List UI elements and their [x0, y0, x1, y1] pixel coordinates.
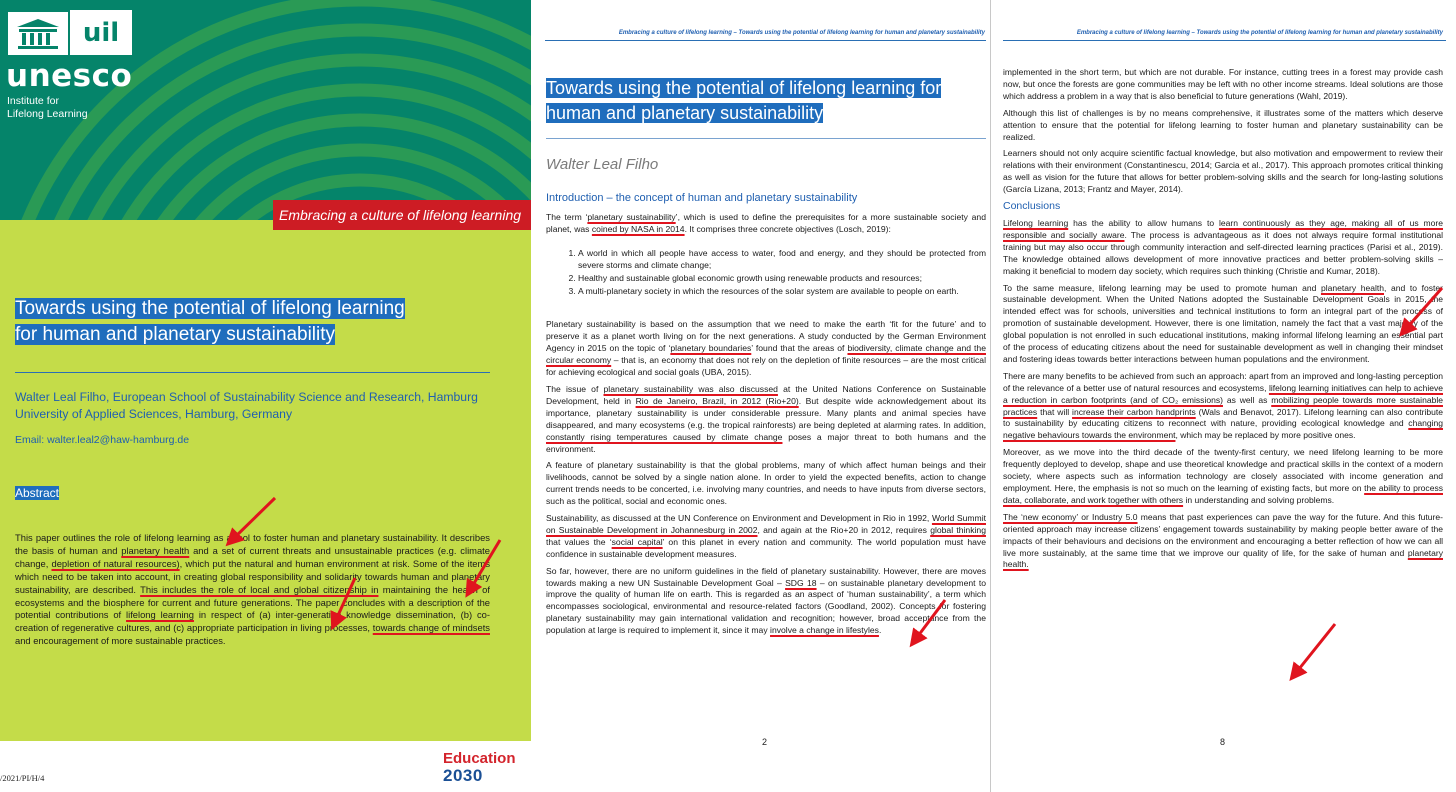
text: Moreover, as we move into the third decade of the twenty-first century, we need lifelong learning to be more frequently deployed to develop, shape and use theoretical knowledge and practical skills in the context of a modern society, where aspects such as information technology are closely associated with income generation and employment. Here, the emphasis is not so much on the learning of existing facts, but more on: [1003, 447, 1443, 493]
underline: coined by NASA in 2014: [591, 223, 685, 234]
education-2030-logo: [443, 750, 523, 786]
unesco-temple-logo: [8, 12, 68, 55]
text: that values the ‘: [546, 536, 612, 547]
paragraph: [1003, 447, 1443, 507]
page-number: 2: [762, 737, 768, 747]
paragraph: Learners should not only acquire scientific factual knowledge, but also motivation and empowerment to review their relations with their environment (Constantinescu, 2014; Garcia et al., 2017). This approach promotes critical thinking as well as vision for the future that allows for better problem-solving skills and the search for long-lasting solutions (García Lizana, 2013; Frantz and Mayer, 2014).: [1003, 148, 1443, 195]
text: The issue of: [546, 383, 604, 394]
text: as well as: [1222, 394, 1272, 405]
underline: Lifelong learning: [1003, 217, 1069, 228]
underline: lifelong learning initiatives can help to achieve a reduction in carbon footprints (and of CO₂ emissions): [1003, 382, 1444, 405]
underline: learn continuously as they age, making all of us more responsible and socially aware: [1003, 217, 1443, 240]
paragraph: [546, 566, 986, 637]
institute-line1: Institute for: [7, 95, 59, 107]
abstract-part: This paper outlines the role of lifelong learning as a tool to foster human and planetary sustainability. It describes the basis of human and: [15, 532, 490, 556]
text: . But despite wide acknowledgement about its importance, planetary sustainability is under considerable pressure. Many plants and animal species have disappeared, and many ecosystems (e.g. the tropical rainforests) are being depleted at alarming rates. In addition,: [546, 395, 986, 430]
abstract-part: in respect of (a) inter-generation knowledge dissemination, (b) co-creation of regenerative cultures, and (c) appropriate participation in living processes,: [15, 609, 491, 634]
underline: planetary sustainability: [587, 212, 676, 222]
text: Planetary sustainability is based on the assumption that we need to make the earth ‘fit for the future’ and to preserve it as a planet worth living on for the next generations. A study conducted by the German Environment Agency in 2015 on the topic of ‘: [546, 319, 986, 354]
text: in understanding and solving problems.: [1183, 494, 1335, 505]
text: – on sustainable planetary development to improve the quality of human life on earth. This is regarded as an aspect of ‘human sustainability’, a term which encompasses sociological, environmental and resource-related factors (Goodland, 2002). Concepts for fostering planetary sustainability may gain international validation and recognition; however, broad acceptance from the population at large is required to implement it, since it may: [546, 577, 986, 636]
cover-header-band: [0, 0, 531, 220]
text: poses a major threat to both humans and the environment.: [546, 431, 986, 454]
abstract-underline: This includes the role of local and global citizenship in: [140, 583, 379, 595]
list-item: 2. Healthy and sustainable global economic growth using renewable products and resources;: [578, 273, 986, 285]
page8-body: [1003, 67, 1443, 576]
paragraph: [1003, 283, 1443, 366]
text: means that past experiences can pave the way for the future. And this future-oriented approach may increase citizens’ engagement towards sustainability by making people better aware of the impacts of their behaviours and decisions on the environment and encouraging a better reflection of how we can all live more sustainably, at the same time that we improve our quality of life, for the sake of human and: [1003, 511, 1443, 558]
abstract-underline: lifelong learning: [126, 609, 194, 621]
edu-word: Education: [443, 750, 516, 767]
running-header: Embracing a culture of lifelong learning – Towards using the potential of lifelong learning for human and planetary sustainability: [1076, 30, 1443, 36]
underline: SDG 18: [785, 577, 817, 588]
unesco-wordmark: unesco: [6, 58, 133, 94]
paragraph: [1003, 371, 1443, 442]
underline: The ‘new economy’ or Industry 5.0: [1003, 511, 1138, 522]
cover-author: Walter Leal Filho, European School of Sustainability Science and Research, Hamburg University of Applied Sciences, Hamburg, Germany: [15, 390, 478, 421]
conclusions-heading: Conclusions: [1003, 200, 1061, 213]
series-banner: Embracing a culture of lifelong learning: [273, 200, 531, 230]
paragraph: implemented in the short term, but which are not durable. For instance, cutting trees in a forest may provide cash now, but once the forests are gone communities may be left with no other income streams. Ideal solutions are those which address a problem in a way that is also beneficial to future generations (Wahl, 2019).: [1003, 67, 1443, 101]
text: at the United Nations Conference on Sustainable Development, held in: [546, 383, 986, 406]
abstract-underline: planetary health: [121, 544, 190, 556]
underline: involve a change in lifestyles: [770, 625, 879, 636]
page-8: [991, 0, 1456, 792]
text: So far, however, there are no uniform guidelines in the field of planetary sustainability. However, there are moves towards making a new UN Sustainable Development Goal –: [546, 565, 986, 588]
text: , and again at the Rio+20 in 2012, requires: [757, 524, 931, 535]
paragraph: [546, 513, 986, 561]
abstract-part: and encouragement of more sustainable practices.: [15, 635, 226, 647]
underline: the ability to process data, collaborate, and work together with others: [1003, 483, 1443, 505]
text: that will: [1037, 406, 1073, 417]
cover-divider: [15, 372, 490, 373]
underline: planetary boundaries: [670, 343, 752, 354]
text: (Wals and Benavot, 2017). Lifelong learning can also contribute to sustainability by educating citizens to reconnect with nature, providing ecological knowledge and: [1003, 406, 1443, 429]
document-code: /2021/PI/H/4: [0, 773, 45, 783]
header-rule: [1003, 40, 1446, 41]
paragraph: [546, 319, 986, 379]
underline: mobilizing people towards more sustainable practices: [1003, 394, 1443, 417]
text: , and to foster sustainable development. When the United Nations adopted the Sustainable Development Goals in 2015, the intended effect was for schools, universities and technical institutions to form an integral part of the process of promotion of sustainable development. However, there is one limitation, namely the fact that a vast majority of the global population is not enrolled in such educational institutions, making informal lifelong learning an essential part of the process of educating citizens about the need for sustainable development as well in changing their mindset and fostering ideas towards better interactions between human populations and the environment.: [1003, 282, 1443, 364]
text: .: [878, 625, 882, 636]
section-heading: Introduction – the concept of human and planetary sustainability: [546, 192, 858, 204]
text: ’ found that the areas of: [751, 343, 848, 354]
cover-title-line1: Towards using the potential of lifelong learning: [15, 298, 405, 319]
underline: constantly rising temperatures caused by climate change: [546, 431, 783, 442]
page2-title-line1: Towards using the potential of lifelong learning for: [546, 78, 942, 98]
page2-title-line2: human and planetary sustainability: [546, 103, 824, 123]
running-header: Embracing a culture of lifelong learning – Towards using the potential of lifelong learning for human and planetary sustainability: [618, 30, 985, 36]
paragraph: Although this list of challenges is by no means comprehensive, it illustrates some of the matters which deserve attention to ensure that the potential for lifelong learning to foster human and planetary sustainability can be realized.: [1003, 107, 1443, 142]
text: – that is, an economy that does not rely on the depletion of finite resources – are the most critical for achieving ecological and social goals (UBA, 2015).: [546, 355, 986, 378]
page2-body: [546, 212, 986, 642]
cover-page: [0, 0, 531, 792]
abstract-heading: [15, 486, 59, 500]
objectives-list: [546, 248, 986, 298]
cover-email: Email: walter.leal2@haw-hamburg.de: [15, 434, 190, 446]
header-rule: [545, 40, 986, 41]
title-rule: [546, 138, 986, 139]
page2-author: Walter Leal Filho: [546, 156, 659, 173]
page-number: 8: [1220, 737, 1226, 747]
institute-name: [7, 95, 88, 121]
underline: planetary health: [1320, 282, 1385, 293]
paragraph: [546, 212, 986, 236]
text: . The process is advantageous as it does not always require formal institutional training but may also occur through community interaction and self-directed learning practices (Parisi et al., 2019). The knowledge obtained allows development of more innovative practices and better problem-solving skills – making it beneficial to modern day society, which requires such thinking (Christie and Kumar, 2018).: [1003, 229, 1443, 276]
text: has the ability to allow humans to: [1068, 217, 1219, 228]
abstract-part: maintaining the health of ecosystems and the biosphere for current and future generations. The paper concludes with a description of the potential contributions of: [15, 583, 491, 621]
cover-title-line2: for human and planetary sustainability: [15, 324, 336, 345]
abstract-underline: depletion of natural resources): [51, 557, 180, 569]
text: ’ on this planet in every nation and community. The world population must have confidence in sustainable development measures.: [546, 536, 986, 559]
paragraph: [546, 384, 986, 455]
underline: Rio de Janeiro, Brazil, in 2012 (Rio+20): [635, 395, 799, 406]
text: The term ‘: [546, 212, 588, 222]
abstract-underline: towards change of mindsets: [372, 622, 490, 634]
cover-title: [15, 296, 485, 348]
paragraph: [1003, 218, 1443, 278]
text: ’, which is used to define the prerequisites for a more sustainable society and planet, was: [546, 212, 986, 234]
edu-year: 2030: [443, 766, 483, 785]
underline: planetary health.: [1003, 547, 1443, 570]
page2-title: [546, 76, 986, 126]
paragraph: A feature of planetary sustainability is that the global problems, many of which affect human beings and their livelihoods, cannot be solved by a single nation alone. In order to yield the expected benefits, action to change current trends needs to be concerted, i.e. involving many countries, and needs to have inputs from diverse sectors, such as the political, social and economic ones.: [546, 460, 986, 507]
paragraph: [1003, 512, 1443, 572]
underline: biodiversity, climate change and the circular economy: [546, 343, 986, 366]
page-2: [531, 0, 991, 792]
underline: planetary sustainability was also discussed: [603, 383, 778, 394]
underline: World Summit on Sustainable Development in Johannesburg in 2002: [546, 513, 986, 535]
abstract-part: , which put the natural and human environment at risk. Some of the items which need to be taken into account, in creating global responsibility and solidarity towards human and planetary sustainability, are described.: [15, 557, 491, 595]
uil-logo: uil: [70, 10, 132, 55]
institute-line2: Lifelong Learning: [7, 108, 88, 120]
abstract-text: [15, 532, 490, 648]
underline: changing negative behaviours towards the environment: [1003, 418, 1443, 441]
underline: global thinking: [930, 524, 986, 535]
text: Sustainability, as discussed at the UN Conference on Environment and Development in Rio in 1992,: [546, 513, 932, 524]
text: , which may be replaced by more positive ones.: [1175, 430, 1356, 441]
underline: increase their carbon handprints: [1072, 406, 1196, 417]
abstract-heading-text: Abstract: [15, 486, 60, 500]
list-item: 3. A multi-planetary society in which the resources of the solar system are available to people on earth.: [578, 286, 986, 298]
list-item: 1. A world in which all people have access to water, food and energy, and they should be protected from severe storms and climate change;: [578, 248, 986, 272]
abstract-part: and a set of current threats and unsustainable practices (e.g. climate change,: [15, 544, 490, 569]
text: . It comprises three concrete objectives (Losch, 2019):: [684, 223, 891, 234]
underline: social capital: [611, 536, 663, 547]
text: There are many benefits to be achieved from such an approach: apart from an improved and long-lasting perception of the relevance of a better use of natural resources and ecosystems,: [1003, 370, 1443, 393]
text: To the same measure, lifelong learning may be used to promote human and: [1003, 282, 1321, 293]
